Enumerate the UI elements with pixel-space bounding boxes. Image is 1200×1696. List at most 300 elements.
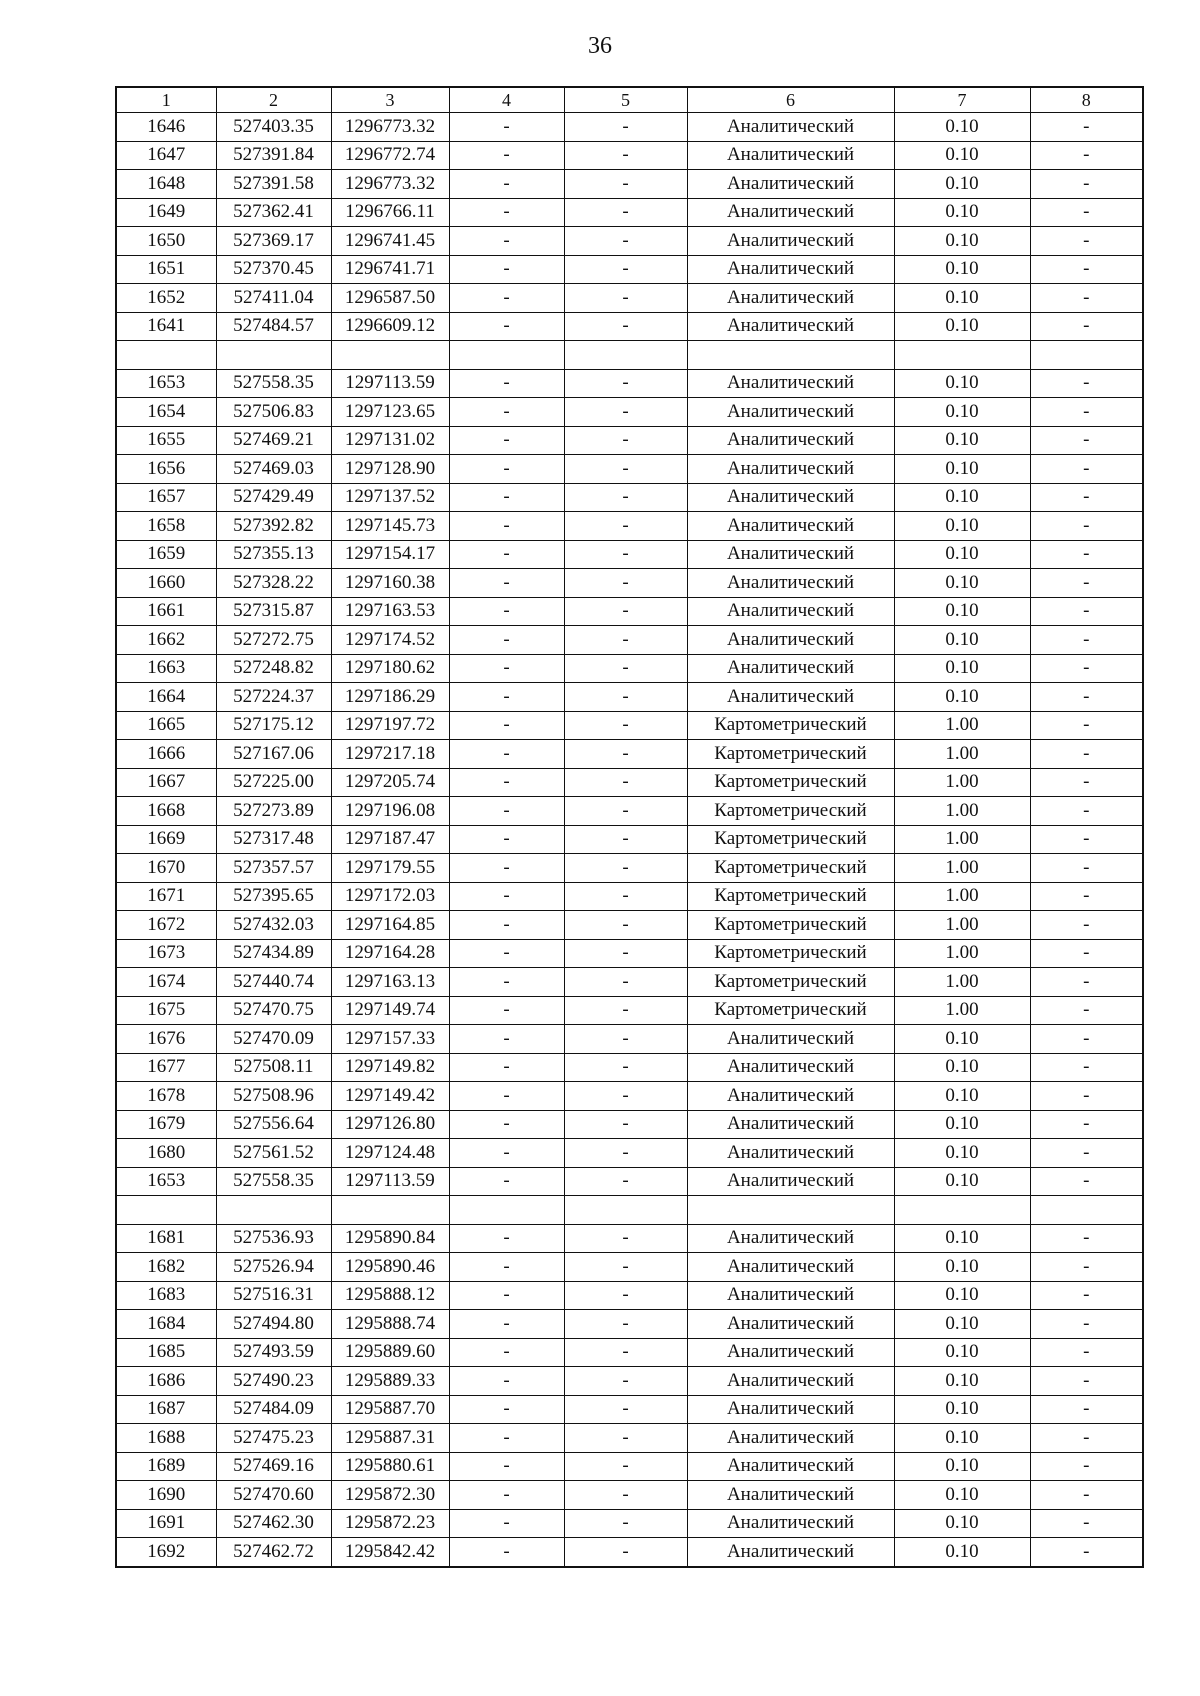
col-5-value-cell: - xyxy=(564,1224,687,1253)
col-5-value-cell: - xyxy=(564,1082,687,1111)
y-coordinate-cell: 1296773.32 xyxy=(331,170,449,199)
col-4-value-cell: - xyxy=(449,398,564,427)
point-number-cell: 1665 xyxy=(116,711,216,740)
method-cell: Аналитический xyxy=(687,1053,894,1082)
y-coordinate-cell: 1296741.71 xyxy=(331,255,449,284)
method-cell: Картометрический xyxy=(687,996,894,1025)
method-cell: Аналитический xyxy=(687,1310,894,1339)
accuracy-cell xyxy=(894,1196,1030,1225)
accuracy-cell: 1.00 xyxy=(894,711,1030,740)
method-cell: Картометрический xyxy=(687,797,894,826)
y-coordinate-cell: 1297163.13 xyxy=(331,968,449,997)
col-5-value-cell: - xyxy=(564,1367,687,1396)
method-cell: Картометрический xyxy=(687,768,894,797)
y-coordinate-cell: 1295842.42 xyxy=(331,1538,449,1567)
method-cell: Аналитический xyxy=(687,1224,894,1253)
table-row xyxy=(116,1281,1143,1310)
y-coordinate-cell: 1296773.32 xyxy=(331,113,449,142)
accuracy-cell: 1.00 xyxy=(894,911,1030,940)
x-coordinate-cell: 527558.35 xyxy=(216,369,331,398)
point-number-cell: 1662 xyxy=(116,626,216,655)
accuracy-cell: 0.10 xyxy=(894,284,1030,313)
y-coordinate-cell: 1297126.80 xyxy=(331,1110,449,1139)
col-4-value-cell: - xyxy=(449,768,564,797)
method-cell: Аналитический xyxy=(687,683,894,712)
point-number-cell: 1641 xyxy=(116,312,216,341)
col-8-value-cell: - xyxy=(1030,1424,1143,1453)
method-cell: Аналитический xyxy=(687,398,894,427)
col-4-value-cell: - xyxy=(449,854,564,883)
method-cell: Аналитический xyxy=(687,626,894,655)
table-row xyxy=(116,198,1143,227)
y-coordinate-cell: 1295888.12 xyxy=(331,1281,449,1310)
col-8-value-cell: - xyxy=(1030,626,1143,655)
y-coordinate-cell: 1297128.90 xyxy=(331,455,449,484)
point-number-cell: 1656 xyxy=(116,455,216,484)
accuracy-cell: 0.10 xyxy=(894,1424,1030,1453)
x-coordinate-cell: 527411.04 xyxy=(216,284,331,313)
table-row xyxy=(116,398,1143,427)
table-row xyxy=(116,455,1143,484)
header-row xyxy=(116,87,1143,113)
column-header: 5 xyxy=(564,87,687,113)
y-coordinate-cell: 1297164.28 xyxy=(331,939,449,968)
accuracy-cell: 1.00 xyxy=(894,797,1030,826)
table-row xyxy=(116,1082,1143,1111)
accuracy-cell: 0.10 xyxy=(894,455,1030,484)
table-row xyxy=(116,483,1143,512)
x-coordinate-cell: 527506.83 xyxy=(216,398,331,427)
col-4-value-cell: - xyxy=(449,312,564,341)
y-coordinate-cell: 1297205.74 xyxy=(331,768,449,797)
col-4-value-cell: - xyxy=(449,1082,564,1111)
col-4-value-cell: - xyxy=(449,227,564,256)
method-cell: Аналитический xyxy=(687,170,894,199)
col-5-value-cell: - xyxy=(564,569,687,598)
x-coordinate-cell: 527357.57 xyxy=(216,854,331,883)
col-4-value-cell: - xyxy=(449,369,564,398)
col-8-value-cell: - xyxy=(1030,398,1143,427)
method-cell: Аналитический xyxy=(687,540,894,569)
col-4-value-cell: - xyxy=(449,1167,564,1196)
y-coordinate-cell: 1297149.74 xyxy=(331,996,449,1025)
col-5-value-cell: - xyxy=(564,1053,687,1082)
accuracy-cell: 0.10 xyxy=(894,141,1030,170)
col-4-value-cell: - xyxy=(449,996,564,1025)
col-8-value-cell: - xyxy=(1030,654,1143,683)
y-coordinate-cell: 1297113.59 xyxy=(331,1167,449,1196)
col-5-value-cell: - xyxy=(564,1139,687,1168)
point-number-cell: 1684 xyxy=(116,1310,216,1339)
accuracy-cell: 0.10 xyxy=(894,1139,1030,1168)
y-coordinate-cell: 1295889.33 xyxy=(331,1367,449,1396)
x-coordinate-cell: 527429.49 xyxy=(216,483,331,512)
x-coordinate-cell: 527470.09 xyxy=(216,1025,331,1054)
col-5-value-cell: - xyxy=(564,170,687,199)
col-4-value-cell: - xyxy=(449,1338,564,1367)
x-coordinate-cell: 527392.82 xyxy=(216,512,331,541)
col-8-value-cell: - xyxy=(1030,1481,1143,1510)
point-number-cell: 1658 xyxy=(116,512,216,541)
table-row xyxy=(116,170,1143,199)
point-number-cell: 1646 xyxy=(116,113,216,142)
table-row xyxy=(116,711,1143,740)
point-number-cell: 1686 xyxy=(116,1367,216,1396)
table-row xyxy=(116,825,1143,854)
point-number-cell: 1690 xyxy=(116,1481,216,1510)
accuracy-cell: 0.10 xyxy=(894,1452,1030,1481)
table-row xyxy=(116,996,1143,1025)
col-5-value-cell: - xyxy=(564,1310,687,1339)
table-row xyxy=(116,1395,1143,1424)
col-5-value-cell: - xyxy=(564,683,687,712)
table-row xyxy=(116,597,1143,626)
col-8-value-cell: - xyxy=(1030,1395,1143,1424)
table-row xyxy=(116,740,1143,769)
col-8-value-cell: - xyxy=(1030,968,1143,997)
col-8-value-cell: - xyxy=(1030,882,1143,911)
accuracy-cell: 0.10 xyxy=(894,1110,1030,1139)
method-cell: Аналитический xyxy=(687,369,894,398)
y-coordinate-cell: 1297186.29 xyxy=(331,683,449,712)
table-row xyxy=(116,284,1143,313)
table-row xyxy=(116,426,1143,455)
col-8-value-cell: - xyxy=(1030,1452,1143,1481)
col-5-value-cell: - xyxy=(564,483,687,512)
method-cell: Картометрический xyxy=(687,968,894,997)
point-number-cell: 1661 xyxy=(116,597,216,626)
col-5-value-cell: - xyxy=(564,1167,687,1196)
point-number-cell: 1672 xyxy=(116,911,216,940)
col-8-value-cell: - xyxy=(1030,1338,1143,1367)
col-8-value-cell xyxy=(1030,341,1143,370)
accuracy-cell: 1.00 xyxy=(894,740,1030,769)
point-number-cell: 1683 xyxy=(116,1281,216,1310)
x-coordinate-cell: 527272.75 xyxy=(216,626,331,655)
x-coordinate-cell: 527369.17 xyxy=(216,227,331,256)
col-8-value-cell: - xyxy=(1030,911,1143,940)
point-number-cell: 1685 xyxy=(116,1338,216,1367)
col-8-value-cell: - xyxy=(1030,227,1143,256)
col-8-value-cell: - xyxy=(1030,369,1143,398)
table-row xyxy=(116,1110,1143,1139)
method-cell: Аналитический xyxy=(687,1481,894,1510)
method-cell: Аналитический xyxy=(687,1452,894,1481)
method-cell: Аналитический xyxy=(687,483,894,512)
table-row xyxy=(116,626,1143,655)
y-coordinate-cell: 1295887.31 xyxy=(331,1424,449,1453)
point-number-cell: 1691 xyxy=(116,1509,216,1538)
accuracy-cell: 0.10 xyxy=(894,113,1030,142)
point-number-cell: 1689 xyxy=(116,1452,216,1481)
table-row xyxy=(116,939,1143,968)
y-coordinate-cell: 1297160.38 xyxy=(331,569,449,598)
column-header: 7 xyxy=(894,87,1030,113)
table-row xyxy=(116,1367,1143,1396)
accuracy-cell: 0.10 xyxy=(894,426,1030,455)
page-number: 36 xyxy=(588,33,612,59)
point-number-cell: 1674 xyxy=(116,968,216,997)
y-coordinate-cell: 1297157.33 xyxy=(331,1025,449,1054)
y-coordinate-cell: 1297123.65 xyxy=(331,398,449,427)
col-8-value-cell: - xyxy=(1030,198,1143,227)
col-5-value-cell: - xyxy=(564,1338,687,1367)
y-coordinate-cell: 1295880.61 xyxy=(331,1452,449,1481)
y-coordinate-cell: 1297187.47 xyxy=(331,825,449,854)
x-coordinate-cell: 527432.03 xyxy=(216,911,331,940)
point-number-cell: 1687 xyxy=(116,1395,216,1424)
y-coordinate-cell: 1296587.50 xyxy=(331,284,449,313)
x-coordinate-cell: 527395.65 xyxy=(216,882,331,911)
col-8-value-cell: - xyxy=(1030,996,1143,1025)
accuracy-cell: 0.10 xyxy=(894,1338,1030,1367)
x-coordinate-cell: 527516.31 xyxy=(216,1281,331,1310)
method-cell: Аналитический xyxy=(687,312,894,341)
y-coordinate-cell: 1296766.11 xyxy=(331,198,449,227)
col-5-value-cell xyxy=(564,1196,687,1225)
col-8-value-cell: - xyxy=(1030,1281,1143,1310)
table-row xyxy=(116,1538,1143,1567)
point-number-cell: 1647 xyxy=(116,141,216,170)
x-coordinate-cell: 527248.82 xyxy=(216,654,331,683)
method-cell: Картометрический xyxy=(687,911,894,940)
point-number-cell: 1692 xyxy=(116,1538,216,1567)
table-row xyxy=(116,1224,1143,1253)
col-4-value-cell: - xyxy=(449,1139,564,1168)
y-coordinate-cell: 1297154.17 xyxy=(331,540,449,569)
point-number-cell: 1655 xyxy=(116,426,216,455)
col-8-value-cell: - xyxy=(1030,1167,1143,1196)
y-coordinate-cell: 1295889.60 xyxy=(331,1338,449,1367)
x-coordinate-cell: 527391.58 xyxy=(216,170,331,199)
accuracy-cell: 0.10 xyxy=(894,1509,1030,1538)
method-cell: Аналитический xyxy=(687,1281,894,1310)
col-8-value-cell: - xyxy=(1030,597,1143,626)
col-4-value-cell: - xyxy=(449,483,564,512)
point-number-cell: 1650 xyxy=(116,227,216,256)
col-5-value-cell: - xyxy=(564,1253,687,1282)
accuracy-cell: 0.10 xyxy=(894,654,1030,683)
method-cell xyxy=(687,341,894,370)
point-number-cell: 1679 xyxy=(116,1110,216,1139)
col-4-value-cell: - xyxy=(449,968,564,997)
x-coordinate-cell: 527362.41 xyxy=(216,198,331,227)
col-8-value-cell: - xyxy=(1030,797,1143,826)
col-4-value-cell: - xyxy=(449,1367,564,1396)
accuracy-cell: 0.10 xyxy=(894,1367,1030,1396)
y-coordinate-cell: 1295872.30 xyxy=(331,1481,449,1510)
y-coordinate-cell: 1297137.52 xyxy=(331,483,449,512)
point-number-cell: 1654 xyxy=(116,398,216,427)
col-4-value-cell: - xyxy=(449,1110,564,1139)
col-8-value-cell: - xyxy=(1030,113,1143,142)
y-coordinate-cell: 1295887.70 xyxy=(331,1395,449,1424)
accuracy-cell: 0.10 xyxy=(894,369,1030,398)
col-8-value-cell: - xyxy=(1030,1253,1143,1282)
col-4-value-cell: - xyxy=(449,1053,564,1082)
point-number-cell xyxy=(116,341,216,370)
method-cell xyxy=(687,1196,894,1225)
method-cell: Аналитический xyxy=(687,1025,894,1054)
col-5-value-cell: - xyxy=(564,512,687,541)
y-coordinate-cell: 1297217.18 xyxy=(331,740,449,769)
coordinates-table xyxy=(115,86,1144,1568)
x-coordinate-cell: 527462.72 xyxy=(216,1538,331,1567)
x-coordinate-cell: 527469.16 xyxy=(216,1452,331,1481)
accuracy-cell: 1.00 xyxy=(894,882,1030,911)
col-4-value-cell: - xyxy=(449,426,564,455)
spacer-row xyxy=(116,341,1143,370)
col-4-value-cell: - xyxy=(449,569,564,598)
point-number-cell: 1660 xyxy=(116,569,216,598)
method-cell: Аналитический xyxy=(687,141,894,170)
accuracy-cell: 0.10 xyxy=(894,1310,1030,1339)
x-coordinate-cell: 527462.30 xyxy=(216,1509,331,1538)
col-8-value-cell: - xyxy=(1030,512,1143,541)
table-row xyxy=(116,113,1143,142)
col-5-value-cell: - xyxy=(564,1452,687,1481)
table-row xyxy=(116,1481,1143,1510)
table-row xyxy=(116,255,1143,284)
point-number-cell: 1677 xyxy=(116,1053,216,1082)
col-4-value-cell: - xyxy=(449,711,564,740)
col-5-value-cell: - xyxy=(564,540,687,569)
col-5-value-cell: - xyxy=(564,797,687,826)
col-8-value-cell: - xyxy=(1030,1310,1143,1339)
accuracy-cell xyxy=(894,341,1030,370)
y-coordinate-cell: 1297180.62 xyxy=(331,654,449,683)
col-5-value-cell: - xyxy=(564,255,687,284)
col-8-value-cell: - xyxy=(1030,540,1143,569)
x-coordinate-cell xyxy=(216,1196,331,1225)
col-8-value-cell: - xyxy=(1030,1082,1143,1111)
x-coordinate-cell: 527475.23 xyxy=(216,1424,331,1453)
col-4-value-cell: - xyxy=(449,255,564,284)
accuracy-cell: 1.00 xyxy=(894,768,1030,797)
x-coordinate-cell: 527355.13 xyxy=(216,540,331,569)
point-number-cell: 1659 xyxy=(116,540,216,569)
col-5-value-cell: - xyxy=(564,854,687,883)
method-cell: Картометрический xyxy=(687,854,894,883)
col-4-value-cell: - xyxy=(449,1481,564,1510)
y-coordinate-cell: 1296609.12 xyxy=(331,312,449,341)
accuracy-cell: 0.10 xyxy=(894,398,1030,427)
col-4-value-cell: - xyxy=(449,1281,564,1310)
col-5-value-cell: - xyxy=(564,369,687,398)
x-coordinate-cell: 527508.11 xyxy=(216,1053,331,1082)
table-row xyxy=(116,1338,1143,1367)
col-4-value-cell: - xyxy=(449,170,564,199)
x-coordinate-cell: 527175.12 xyxy=(216,711,331,740)
col-5-value-cell: - xyxy=(564,1110,687,1139)
table-row xyxy=(116,1025,1143,1054)
point-number-cell: 1673 xyxy=(116,939,216,968)
y-coordinate-cell: 1297149.82 xyxy=(331,1053,449,1082)
point-number-cell: 1657 xyxy=(116,483,216,512)
x-coordinate-cell: 527315.87 xyxy=(216,597,331,626)
col-4-value-cell: - xyxy=(449,1025,564,1054)
accuracy-cell: 0.10 xyxy=(894,626,1030,655)
method-cell: Аналитический xyxy=(687,1538,894,1567)
method-cell: Картометрический xyxy=(687,825,894,854)
y-coordinate-cell: 1297131.02 xyxy=(331,426,449,455)
accuracy-cell: 0.10 xyxy=(894,1395,1030,1424)
col-4-value-cell: - xyxy=(449,1310,564,1339)
col-8-value-cell: - xyxy=(1030,569,1143,598)
method-cell: Аналитический xyxy=(687,1338,894,1367)
x-coordinate-cell: 527403.35 xyxy=(216,113,331,142)
method-cell: Аналитический xyxy=(687,1367,894,1396)
col-8-value-cell: - xyxy=(1030,255,1143,284)
col-4-value-cell: - xyxy=(449,512,564,541)
col-5-value-cell: - xyxy=(564,825,687,854)
col-8-value-cell: - xyxy=(1030,939,1143,968)
col-8-value-cell: - xyxy=(1030,284,1143,313)
col-5-value-cell: - xyxy=(564,198,687,227)
col-4-value-cell: - xyxy=(449,1538,564,1567)
table-row xyxy=(116,369,1143,398)
col-8-value-cell: - xyxy=(1030,170,1143,199)
accuracy-cell: 0.10 xyxy=(894,540,1030,569)
col-4-value-cell: - xyxy=(449,1253,564,1282)
y-coordinate-cell: 1295890.46 xyxy=(331,1253,449,1282)
col-5-value-cell: - xyxy=(564,455,687,484)
col-5-value-cell: - xyxy=(564,1395,687,1424)
col-4-value-cell: - xyxy=(449,1395,564,1424)
col-5-value-cell: - xyxy=(564,312,687,341)
method-cell: Аналитический xyxy=(687,426,894,455)
x-coordinate-cell: 527167.06 xyxy=(216,740,331,769)
col-4-value-cell: - xyxy=(449,198,564,227)
col-8-value-cell: - xyxy=(1030,426,1143,455)
point-number-cell: 1648 xyxy=(116,170,216,199)
accuracy-cell: 0.10 xyxy=(894,1253,1030,1282)
column-header: 1 xyxy=(116,87,216,113)
col-8-value-cell: - xyxy=(1030,740,1143,769)
method-cell: Аналитический xyxy=(687,1253,894,1282)
method-cell: Картометрический xyxy=(687,882,894,911)
accuracy-cell: 0.10 xyxy=(894,483,1030,512)
col-4-value-cell: - xyxy=(449,939,564,968)
x-coordinate-cell: 527391.84 xyxy=(216,141,331,170)
table-row xyxy=(116,1139,1143,1168)
accuracy-cell: 1.00 xyxy=(894,854,1030,883)
col-8-value-cell: - xyxy=(1030,1224,1143,1253)
accuracy-cell: 1.00 xyxy=(894,968,1030,997)
col-8-value-cell: - xyxy=(1030,683,1143,712)
table-row xyxy=(116,911,1143,940)
method-cell: Аналитический xyxy=(687,227,894,256)
x-coordinate-cell: 527469.21 xyxy=(216,426,331,455)
col-8-value-cell: - xyxy=(1030,1538,1143,1567)
y-coordinate-cell: 1297113.59 xyxy=(331,369,449,398)
col-5-value-cell: - xyxy=(564,1025,687,1054)
x-coordinate-cell: 527508.96 xyxy=(216,1082,331,1111)
accuracy-cell: 0.10 xyxy=(894,312,1030,341)
table-row xyxy=(116,797,1143,826)
table-row xyxy=(116,227,1143,256)
col-4-value-cell: - xyxy=(449,911,564,940)
table-row xyxy=(116,1253,1143,1282)
method-cell: Картометрический xyxy=(687,740,894,769)
method-cell: Аналитический xyxy=(687,569,894,598)
col-4-value-cell: - xyxy=(449,540,564,569)
point-number-cell: 1675 xyxy=(116,996,216,1025)
point-number-cell: 1671 xyxy=(116,882,216,911)
point-number-cell: 1663 xyxy=(116,654,216,683)
method-cell: Аналитический xyxy=(687,597,894,626)
x-coordinate-cell: 527484.09 xyxy=(216,1395,331,1424)
